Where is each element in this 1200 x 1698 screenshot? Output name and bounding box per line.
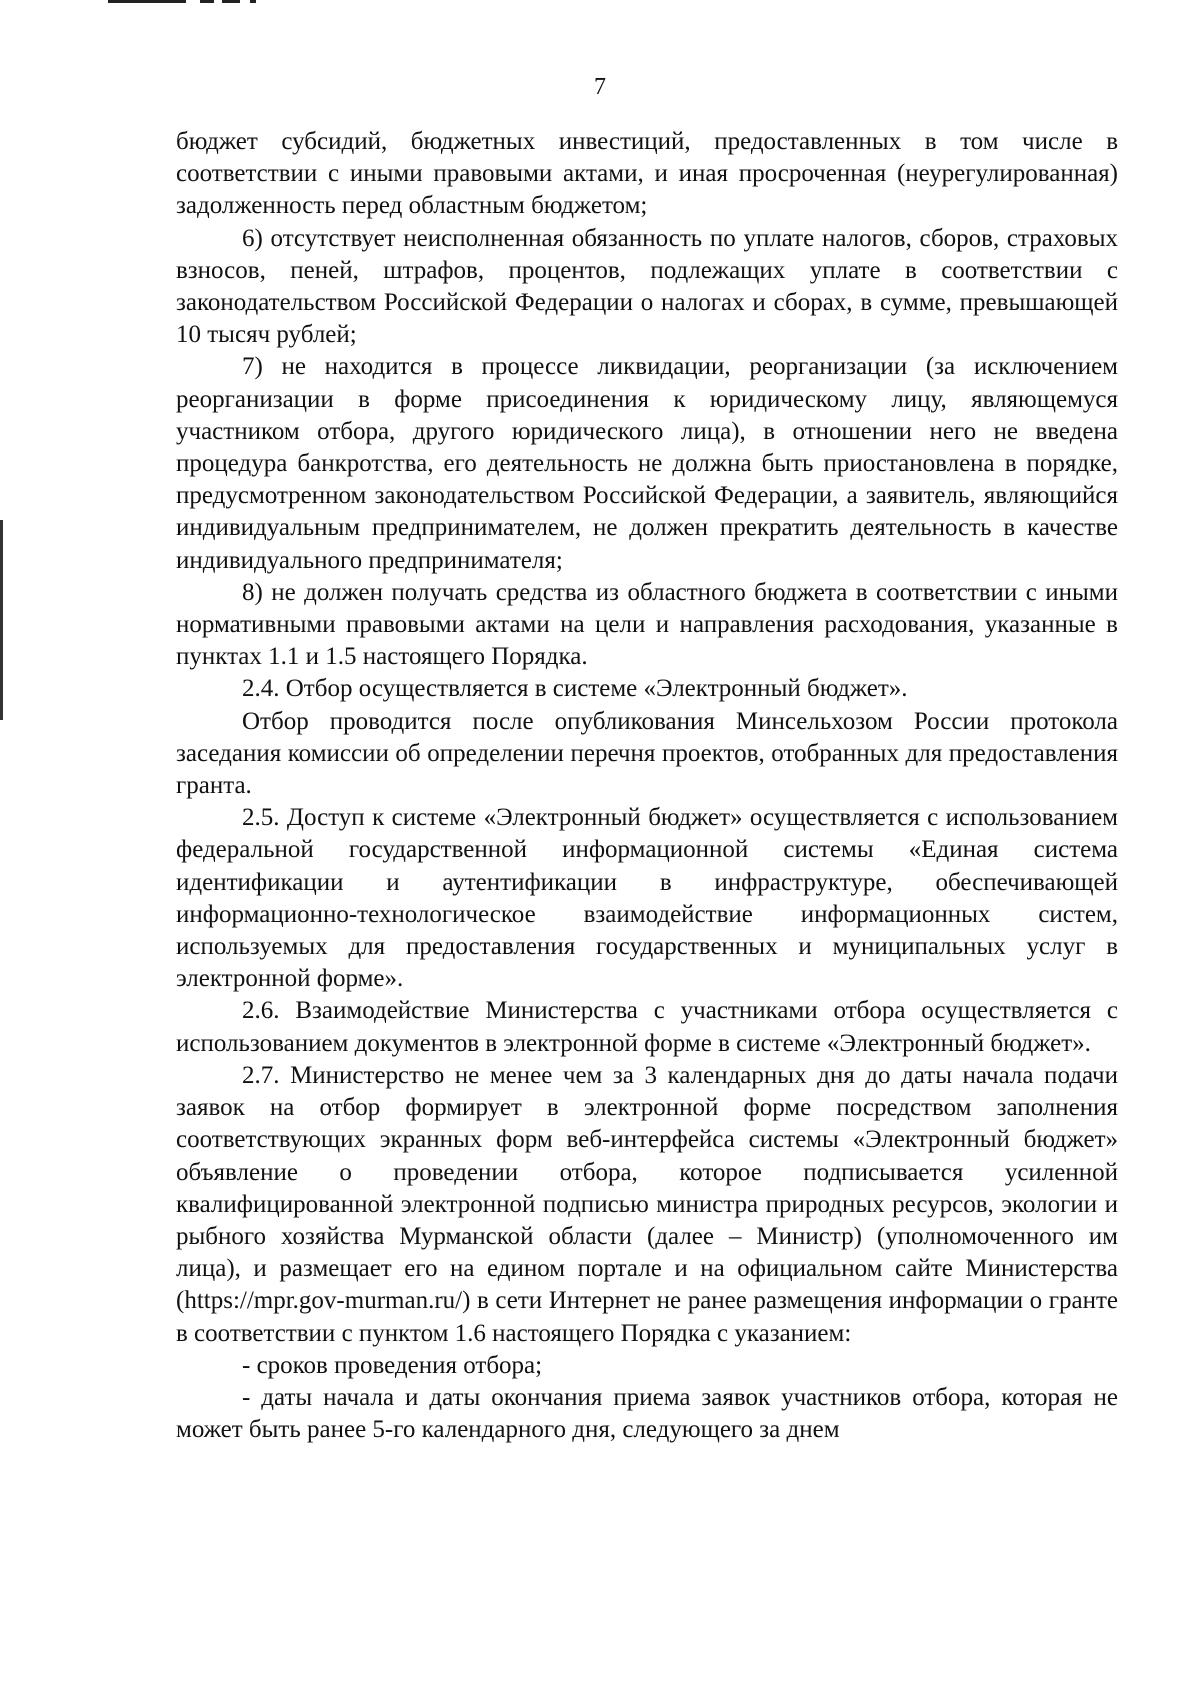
paragraph: 8) не должен получать средства из областного бюджета в соответствии с иными нормативными правовыми актами на цели и направления расходования, указанные в пунктах 1.1 и 1.5 настоящего Порядка. bbox=[176, 578, 1118, 671]
page-number: 7 bbox=[594, 74, 606, 100]
paragraph: бюджет субсидий, бюджетных инвестиций, предоставленных в том числе в соответствии с иными правовыми актами, и иная просроченная (неурегулированная) задолженность перед областным бюджетом; bbox=[176, 128, 1118, 220]
paragraph: 2.5. Доступ к системе «Электронный бюджет» осуществляется с использованием федеральной государственной информационной системы «Единая система идентификации и аутентификации в инфраструктуре, обеспечивающей информационно-технологическое взаимодействие информационных систем, используемых для предоставления государственных и муниципальных услуг в электронной форме». bbox=[176, 804, 1118, 993]
paragraph: 7) не находится в процессе ликвидации, реорганизации (за исключением реорганизации в форме присоединения к юридическому лицу, являющемуся участником отбора, другого юридического лица), в отношении него не введена процедура банкротства, его деятельность не должна быть приостановлена в порядке, предусмотренном законодательством Российской Федерации, а заявитель, являющийся индивидуальным предпринимателем, не должен прекратить деятельность в качестве индивидуального предпринимателя; bbox=[176, 353, 1118, 574]
paragraph: 2.7. Министерство не менее чем за 3 календарных дня до даты начала подачи заявок на отбор формирует в электронной форме посредством заполнения соответствующих экранных форм веб-интерфейса системы «Электронный бюджет» объявление о проведении отбора, которое подписывается усиленной квалифицированной электронной подписью министра природных ресурсов, экологии и рыбного хозяйства Мурманской области (далее – Министр) (уполномоченного им лица), и размещает его на едином портале и на официальном сайте Министерства (https://mpr.gov-murman.ru/) в сети Интернет не ранее размещения информации о гранте в соответствии с пунктом 1.6 настоящего Порядка с указанием: bbox=[176, 1061, 1118, 1347]
paragraph: 2.6. Взаимодействие Министерства с участниками отбора осуществляется с использованием документов в электронной форме в системе «Электронный бюджет». bbox=[176, 997, 1118, 1057]
scan-artifact-left bbox=[0, 520, 3, 720]
paragraph: 6) отсутствует неисполненная обязанность по уплате налогов, сборов, страховых взносов, пеней, штрафов, процентов, подлежащих уплате в соответствии с законодательством Российской Федерации о налогах и сборах, в сумме, превышающей 10 тысяч рублей; bbox=[176, 224, 1118, 349]
paragraph: 2.4. Отбор осуществляется в системе «Электронный бюджет». bbox=[242, 675, 908, 703]
paragraph: - сроков проведения отбора; bbox=[242, 1351, 543, 1379]
scan-artifact bbox=[108, 0, 268, 4]
body-text bbox=[176, 126, 1118, 1446]
paragraph: Отбор проводится после опубликования Минсельхозом России протокола заседания комиссии об определении перечня проектов, отобранных для предоставления гранта. bbox=[176, 707, 1118, 800]
paragraph: - даты начала и даты окончания приема заявок участников отбора, которая не может быть ранее 5-го календарного дня, следующего за днем bbox=[176, 1383, 1118, 1444]
